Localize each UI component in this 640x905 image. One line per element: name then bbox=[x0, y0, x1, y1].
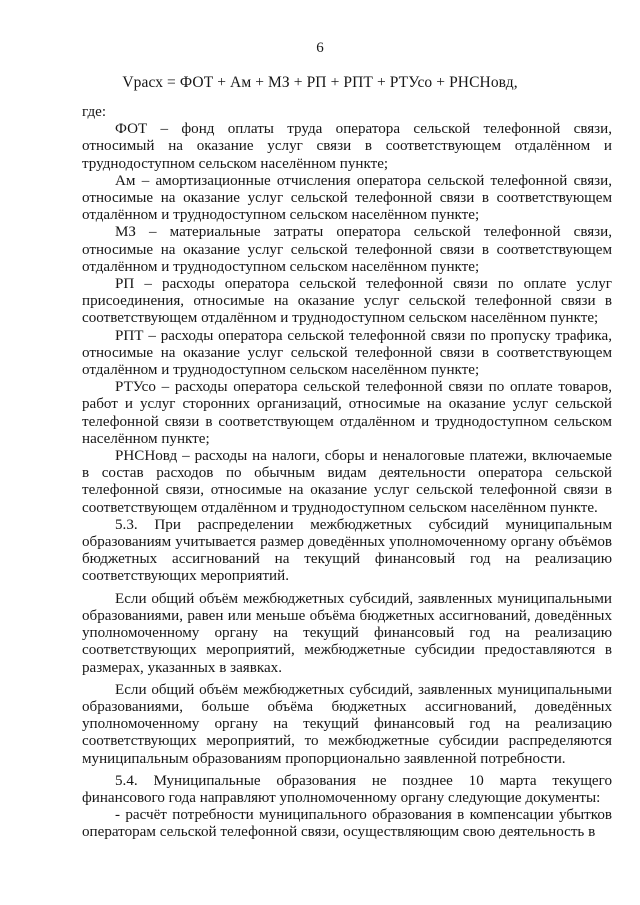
cost-formula: Vрасх = ФОТ + Ам + МЗ + РП + РПТ + РТУсо + РНСНовд, bbox=[122, 74, 518, 91]
definition-am: Ам – амортизационные отчисления оператора сельской телефонной связи, относимые на оказание услуг сельской телефонной связи в соответствующем отдалённом и труднодоступном сельском населённом пункте; bbox=[82, 172, 612, 224]
document-body bbox=[82, 104, 612, 842]
clause-5-4: 5.4. Муниципальные образования не позднее 10 марта текущего финансового года направляют уполномоченному органу следующие документы: bbox=[82, 772, 612, 806]
definition-rtuso: РТУсо – расходы оператора сельской телефонной связи по оплате товаров, работ и услуг сторонних организаций, относимые на оказание услуг сельской телефонной связи в соответствующем отдалённом и труднодоступном сельском населённом пункте; bbox=[82, 379, 612, 447]
definition-rpt: РПТ – расходы оператора сельской телефонной связи по пропуску трафика, относимые на оказание услуг сельской телефонной связи в соответствующем отдалённом и труднодоступном сельском населённом пункте; bbox=[82, 327, 612, 379]
paragraph-equal-or-less: Если общий объём межбюджетных субсидий, заявленных муниципальными образованиями, равен или меньше объёма бюджетных ассигнований, доведённых уполномоченному органу на текущий финансовый год на реализацию соответствующих мероприятий, межбюджетные субсидии предоставляются в размерах, указанных в заявках. bbox=[82, 590, 612, 676]
list-item-calculation: - расчёт потребности муниципального образования в компенсации убытков операторам сельской телефонной связи, осуществляющим свою деятельность в bbox=[82, 807, 612, 841]
paragraph-greater: Если общий объём межбюджетных субсидий, заявленных муниципальными образованиями, больше объёма бюджетных ассигнований, доведённых уполномоченному органу на текущий финансовый год на реализацию соответствующих мероприятий, то межбюджетные субсидии распределяются муниципальным образованиям пропорционально заявленной потребности. bbox=[82, 681, 612, 767]
paragraph-where: где: bbox=[82, 104, 107, 120]
definition-fot: ФОТ – фонд оплаты труда оператора сельской телефонной связи, относимый на оказание услуг связи в соответствующем отдалённом и труднодоступном сельском населённом пункте; bbox=[82, 121, 612, 172]
clause-5-3: 5.3. При распределении межбюджетных субсидий муниципальным образованиям учитывается размер доведённых уполномоченному органу объёмов бюджетных ассигнований на текущий финансовый год на реализацию соответствующих мероприятий. bbox=[82, 516, 612, 585]
definition-mz: МЗ – материальные затраты оператора сельской телефонной связи, относимые на оказание услуг сельской телефонной связи в соответствующем отдалённом и труднодоступном сельском населённом пункте; bbox=[82, 224, 612, 275]
definition-rnsnovd: РНСНовд – расходы на налоги, сборы и неналоговые платежи, включаемые в состав расходов по обычным видам деятельности оператора сельской телефонной связи, относимые на оказание услуг сельской телефонной связи в соответствующем отдалённом и труднодоступном сельском населённом пункте. bbox=[82, 448, 612, 516]
definition-rp: РП – расходы оператора сельской телефонной связи по оплате услуг присоединения, относимые на оказание услуг сельской телефонной связи в соответствующем отдалённом и труднодоступном сельском населённом пункте; bbox=[82, 276, 612, 327]
page-number: 6 bbox=[316, 40, 324, 56]
